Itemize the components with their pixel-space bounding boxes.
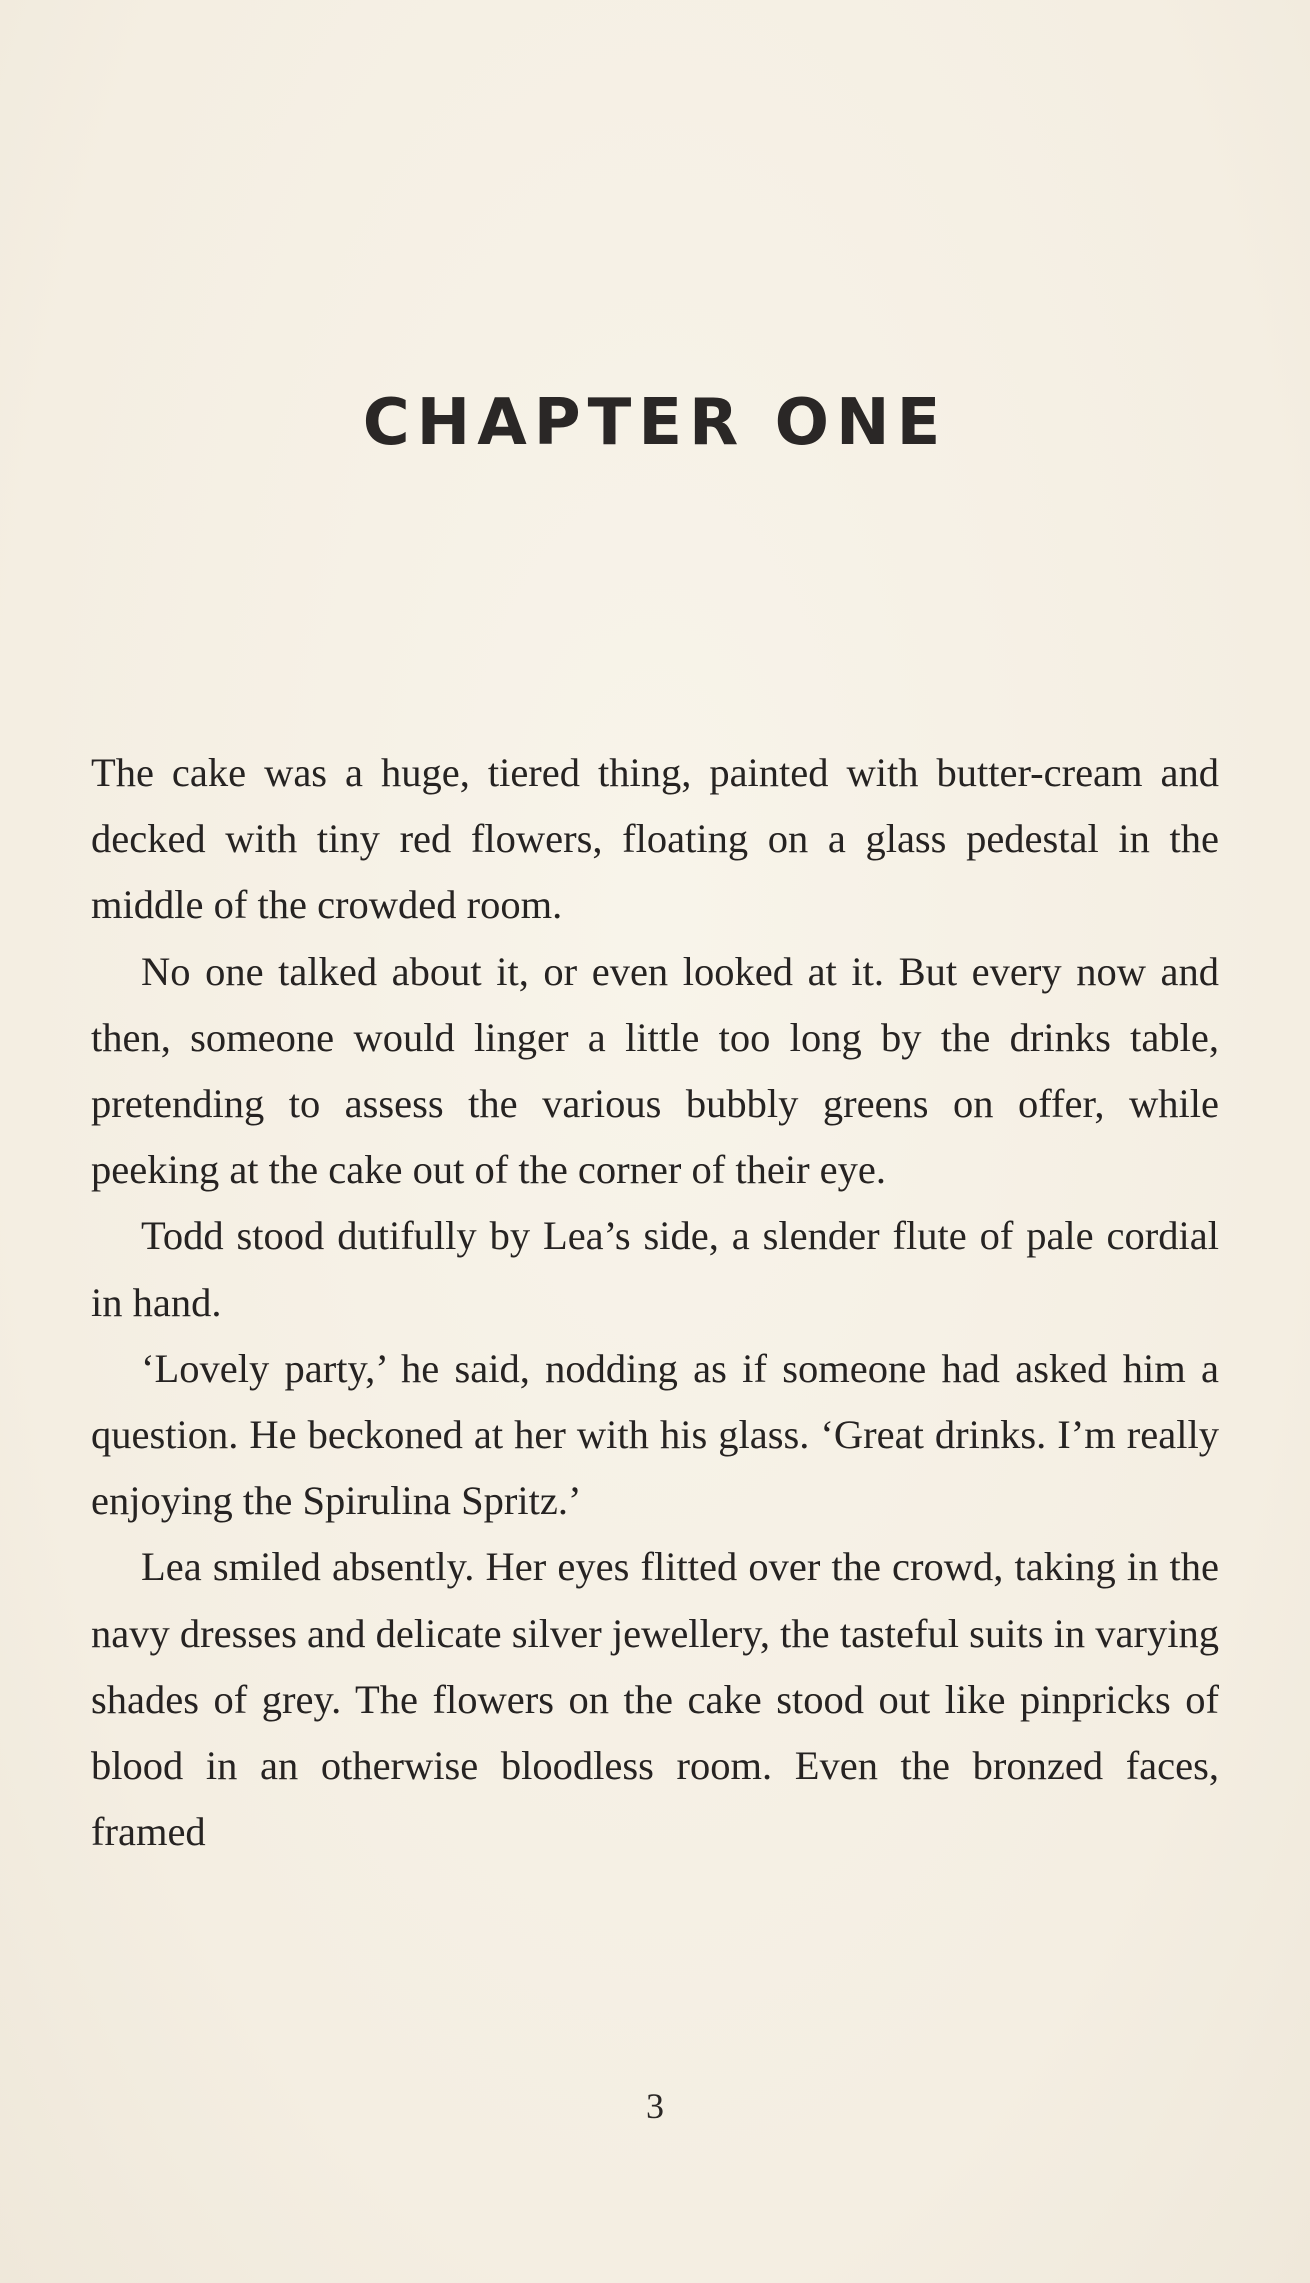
paragraph: The cake was a huge, tiered thing, painted with butter-cream and decked with tiny red flowers, floating on a glass pedestal in the middle of the crowded room.	[91, 750, 1219, 928]
page-number: 3	[646, 2086, 664, 2126]
paragraph: Todd stood dutifully by Lea’s side, a slender flute of pale cordial in hand.	[91, 1213, 1219, 1325]
paragraph: Lea smiled absently. Her eyes flitted over the crowd, taking in the navy dresses and delicate silver jewellery, the tasteful suits in varying shades of grey. The flowers on the cake stood out like pinpricks of blood in an otherwise bloodless room. Even the bronzed faces, framed	[91, 1544, 1219, 1855]
paragraph: No one talked about it, or even looked at it. But every now and then, someone would linger a little too long by the drinks table, pretending to assess the various bubbly greens on offer, while peeking at the cake out of the corner of their eye.	[91, 948, 1219, 1193]
chapter-body	[91, 740, 1219, 1865]
chapter-title: CHAPTER ONE	[362, 386, 948, 460]
paragraph: ‘Lovely party,’ he said, nodding as if someone had asked him a question. He beckoned at her with his glass. ‘Great drinks. I’m really enjoying the Spirulina Spritz.’	[91, 1345, 1219, 1524]
